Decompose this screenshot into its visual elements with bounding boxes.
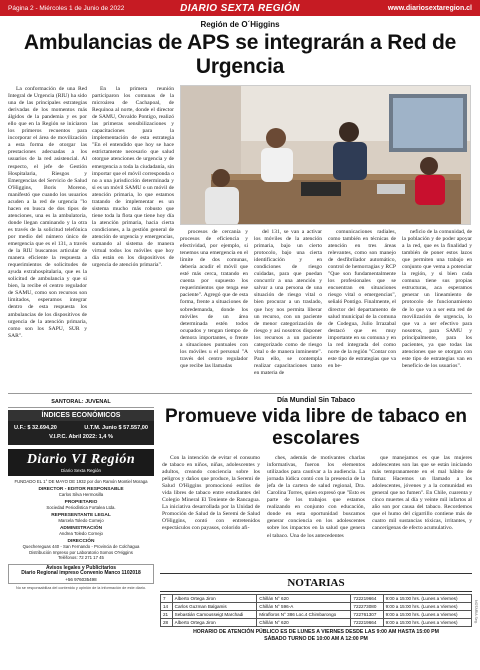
paper-name: DIARIO SEXTA REGIÓN [180,2,300,14]
table-row: 28 Alberto Ortega Jiron Chillán N° 620 722219664 9:00 a 15:00 hrs. (Lunes a Viernes) [161,619,472,627]
article2-column-3: que manejamos es que las mujeres adolescentes son las que se están iniciando más tempranamente en el mal hábito de fumar. Hacemos un llamado a los adolescentes, jóvenes y a la comunidad en general que no fumen". En Chile, cuarenta y cinco muertes al día y veinte mil infartos al año son por causa del tabaco. Recordemos que el humo del cigarrillo contiene más de cuatro mil sustancias tóxicas, irritantes, y cancerígenas de efecto acumulativo. [372,455,472,532]
article-photo [180,85,471,225]
footnote: No se responsabiliza del contenido y opinión de la información de este diario. [15,586,147,591]
page-date: Página 2 - Miércoles 1 de Junio de 2022 [8,4,125,12]
section-divider [8,393,472,394]
ipc-value: V.I.P.C. Abril 2022: 1,4 % [49,434,113,440]
article2-column-2: ches, además de motivantes charlas informativas, fueron los elementos utilizados para cautivar a la audiencia. La jornada lúdica contó con la presencia de la jefa de la cartera de salud regional, Dra. Carolina Torres, quien expresó que "Esto es parte de los trabajos que estamos realizando en conjunto con educación, donde en esta oportunidad buscamos generar conciencia en los adolescentes sobre los impactos en la salud que genera el tabaco. Una de los antecedentes [267,455,365,539]
notarias-credit: NOTARIA Seg. [474,600,478,624]
uf-value: U.F.: $ 32.694,20 [14,425,57,431]
table-row: 14 Carlos Guzman Balgamis Chillán N° 596-A 722273080 9:00 a 15:00 hrs. (Lunes a Viernes) [161,603,472,611]
table-row: 7 Alberto Ortega Jiron Chillán N° 620 722219664 9:00 a 15:00 hrs. (Lunes a Viernes) [161,595,472,603]
article2-column-1: Con la intención de evitar el consumo de tabaco en niños, niñas, adolescentes y adultos, creando conciencia sobre los peligros y daños que produce, la Seremi de Salud O'Higgins promocionó estilos de vida libres de tabaco entre estudiantes del Colegio Mineral El Teniente de Rancagua. La iniciativa desarrollada por la Unidad de Promoción de Salud de la Seremi de Salud O'Higgins, contó con entretenidos espectáculos con payasos, colorido afi- [162,455,260,532]
article-headline: Ambulancias de APS se integrarán a Red de Urgencia [23,31,457,78]
ads-box: Avisos legales y Publicitarios Diario Regional impreso Convenio Manco 1102018 +56 976035498 [8,564,154,585]
notarias-box [160,573,472,659]
article-kicker: Región de O´Higgins [200,20,280,29]
sidebar [8,398,154,664]
notarias-title: NOTARIAS [160,573,472,592]
indices-title: ÍNDICES ECONÓMICOS [8,410,154,421]
utm-value: U.T.M. Junio $ 57.557,00 [84,425,148,431]
article-column-3: procesos de cercanía y procesos de eficiencia y efectividad, por ejemplo, si tenemos una emergencia en el límite de dos comunas, debería acudir el móvil que esté más cerca, tratando en cuenta por supuesto los requerimientos que tenga ese paciente". Agregó que de esta forma, frente a situaciones de sobredemanda, donde los móviles de un área determinada estén todos ocupados y tengan tiempo de demora importantes, o frente a situaciones puntuales con los móviles u el personal "A través del centro regulador que recibe las llamadas [180,229,248,369]
article-column-5: comunicaciones radiales, como también en técnicas de atención en tres áreas relevantes, como son manejo de desfibrilador automático, control de hemorragias y RCP "Que son fundamentalmente los profesionales que se encuentran en situaciones riesgo vital o emergencias", señaló Pontigo. Finalmente, el director del departamento de salud municipal de la comuna de Codegua, Julio Irrazabal destacó que es muy importante en su comuna y en la red integrada del como norte de la región "Contar con este tipo de estrategias que va en be- [328,229,396,369]
indices-box [8,421,154,445]
notarias-hours: HORARIO DE ATENCIÓN PÚBLICO ES DE LUNES A VIERNES DESDE LAS 9:00 AM HASTA 15:00 PM SÁBADO TURNO DE 10:00 AM A 12:00 PM [193,629,439,642]
top-banner [0,0,480,16]
article2-kicker: Día Mundial Sin Tabaco [276,397,356,404]
article-column-6: neficio de la comunidad, de la población y de poder apoyar a la red, que es la finalidad y también de poner estos lazos que permiten una trabajo en conjunto que vema a potenciar la región, y si bien cada comuna tiene sus propias estructuras, aca esperamos generar un lineamiento de protocolo de funcionamiento de lo que va a ser esta red de movilización de urgencia, lo que va a ser efectivo para nosotros, para SAMU y principalmente, para los pacientes, ya que todas las atenciones que se otorgan con este tipo de estrategias van en beneficio de los usuarios". [402,229,472,369]
imprint: FUNDADO EL 1° DE MAYO DE 1932 por don Ramón Montiel Moraga DIRECTOR - EDITOR RESPONSABLE Carlos Silva Hermosilla PROPIETARIO Sociedad Periodística Fortalea Ltda. REPRESENTANTE LEGAL Marcela Toledo Cornejo ADMINISTRACIÓN Andrea Toledo Cornejo DIRECCIÓN Quechereguas 440 - San Fernando - Provincia de Colchagua Distribución Impreso por Laboratorio Somos O'Higgins Teléfonos: 72 271 17 45 [14,479,148,560]
santoral: SANTORAL: JUVENAL [8,398,154,408]
article2-headline: Promueve vida libre de tabaco en escolares [165,406,467,449]
meeting-photo-icon [181,86,471,225]
article-column-1: La conformación de una Red Integral de Urgencia (RIU) ha sido una de las principales estrategias derivadas de los momentos más álgidos de la pandemia y es por ello que en la Región se iniciaron los primeros recuentos para incorporar el área de movilización a esta forma de otorgar las prestaciones adecuadas a los usuarios de la red asistencial. Al respecto, el jefe de Gestión Hospitalaria, Riesgos y Emergencias del Servicio de Salud O'Higgins, Boris Moreno, manifestó que cuando los usuarios acuden a la red de urgencia "lo hacen en busca de dos tipos de atenciones, una es la ambulatoria, donde llegan caminando y la otra es través de la solicitud telefónica por medio del número único de emergencia que es el 131, a través de la RIU buscamos articular de manera eficiente la respuesta a requerimientos de solicitudes de ayuda extrahospitalaria, que es la solicitud de ambulancia y que si bien, la recibe el centro regulador de SAMU, como son recursos son limitados, esperamos integrar dentro de esta respuesta los ambulancias de los dispositivos de urgencia de la atención primaria, como son los SAPU, SUR y SAR". [8,86,87,339]
masthead-logo: Diario VI Región Diario Sexta Región [8,449,154,476]
article-column-4: del 131, se van a activar los móviles de la atención primaria, bajo un cierto protocolo, bajo una cierta identificación y en condiciones de riesgo cuidadas, para que puedan concurrir a una atención y salvar a una persona de una situación de riesgo vital o bien procurar a un traslado, que hoy nos permita liberar un recurso, con un paciente de menor categorización de riesgo y así nosotros disponer los recursos a un paciente categorizado como de riesgo vital o de manera inminente". Para ello, se contempla realizar capacitaciones tanto en materia de [254,229,322,376]
notarias-table [160,594,472,627]
table-row: 21 Sebastián Camousseigt Marchadi Mirafloros N° 386 Loc.4 Chimbarongo 722761307 9:00 a 15:00 hrs. (Lunes a Viernes) [161,611,472,619]
article-column-2: En la primera reunión participaron los comunas de la microárea de Cachapoal, de Requínoa al norte, donde el director de SAMU, Osvaldo Pontigo, realizó las primeras sensibilizaciones y capacitaciones para la implementación de esta estrategia "En el entendido que hoy se hace estrictamente necesario que salud otorgue atenciones de urgencia y de emergencia a toda la ciudadanía, sin importar que el móvil corresponda o no a una jurisdicción determinada y si es un móvil SAMU o un móvil de atención primaria, lo que estamos tratando de implementar es un sistema mucho más robusto que tiene toda la flota que tiene hoy día la atención primaria, hacia cierta condiciones, a la gestión general de atención de urgencia y emergencias, sumando al sistema de manera virtual todos los móviles que hoy día están en los dispositivos de urgencia de atención primaria". [92,86,174,269]
website-link[interactable]: www.diariosextaregion.cl [387,4,472,12]
